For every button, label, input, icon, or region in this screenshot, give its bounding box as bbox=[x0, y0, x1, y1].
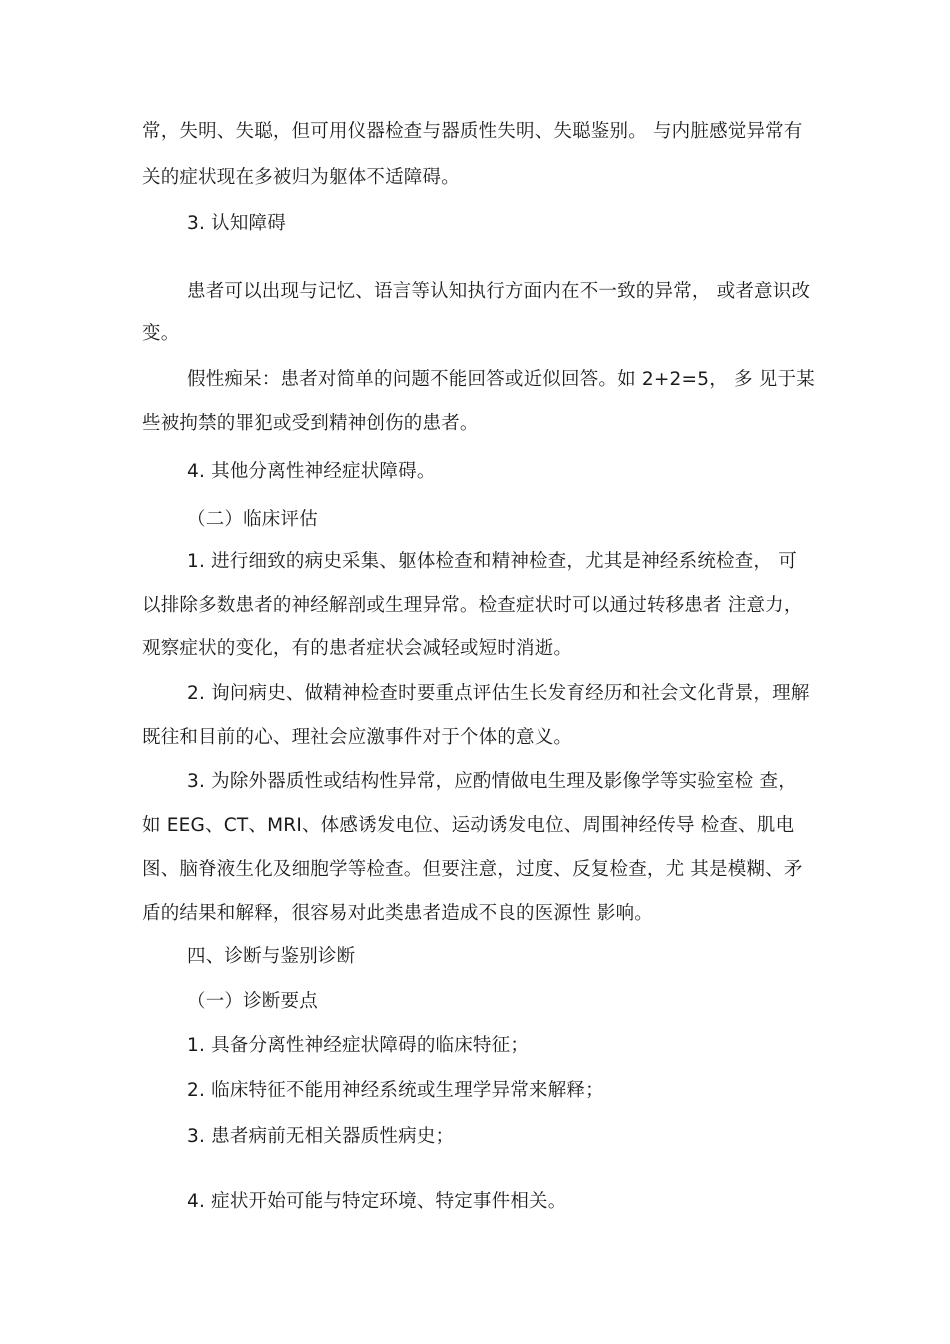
paragraph-line: 图、脑脊液生化及细胞学等检查。但要注意，过度、反复检查，尤 其是模糊、矛 bbox=[142, 859, 803, 880]
list-item: 4. 症状开始可能与特定环境、特定事件相关。 bbox=[187, 1191, 567, 1212]
paragraph-line: 假性痴呆：患者对简单的问题不能回答或近似回答。如 2+2=5， 多 见于某 bbox=[187, 369, 815, 390]
paragraph-line: 3. 为除外器质性或结构性异常，应酌情做电生理及影像学等实验室检 查， bbox=[187, 771, 797, 792]
paragraph-line: 以排除多数患者的神经解剖或生理异常。检查症状时可以通过转移患者 注意力， bbox=[142, 595, 803, 616]
paragraph-line: 观察症状的变化，有的患者症状会减轻或短时消逝。 bbox=[142, 638, 573, 659]
paragraph-line: 如 EEG、CT、MRI、体感诱发电位、运动诱发电位、周围神经传导 检查、肌电 bbox=[142, 815, 795, 836]
paragraph-line: 患者可以出现与记忆、语言等认知执行方面内在不一致的异常， 或者意识改 bbox=[187, 281, 811, 302]
paragraph-line: 既往和目前的心、理社会应激事件对于个体的意义。 bbox=[142, 727, 573, 748]
subsection-heading: （二）临床评估 bbox=[187, 509, 318, 530]
section-heading: 4. 其他分离性神经症状障碍。 bbox=[187, 461, 436, 482]
list-item: 1. 具备分离性神经症状障碍的临床特征； bbox=[187, 1035, 530, 1056]
section-heading: 3. 认知障碍 bbox=[187, 213, 286, 234]
paragraph-line: 1. 进行细致的病史采集、躯体检查和精神检查，尤其是神经系统检查， 可 bbox=[187, 551, 797, 572]
subsection-heading: （一）诊断要点 bbox=[187, 991, 318, 1012]
paragraph-line: 2. 询问病史、做精神检查时要重点评估生长发育经历和社会文化背景，理解 bbox=[187, 683, 810, 704]
section-heading: 四、诊断与鉴别诊断 bbox=[187, 946, 356, 967]
paragraph-line: 常，失明、失聪，但可用仪器检查与器质性失明、失聪鉴别。 与内脏感觉异常有 bbox=[142, 121, 803, 142]
paragraph-line: 变。 bbox=[142, 323, 180, 344]
list-item: 3. 患者病前无相关器质性病史； bbox=[187, 1126, 455, 1147]
paragraph-line: 盾的结果和解释，很容易对此类患者造成不良的医源性 影响。 bbox=[142, 903, 653, 924]
list-item: 2. 临床特征不能用神经系统或生理学异常来解释； bbox=[187, 1080, 604, 1101]
paragraph-line: 些被拘禁的罪犯或受到精神创伤的患者。 bbox=[142, 413, 479, 434]
paragraph-line: 关的症状现在多被归为躯体不适障碍。 bbox=[142, 167, 460, 188]
